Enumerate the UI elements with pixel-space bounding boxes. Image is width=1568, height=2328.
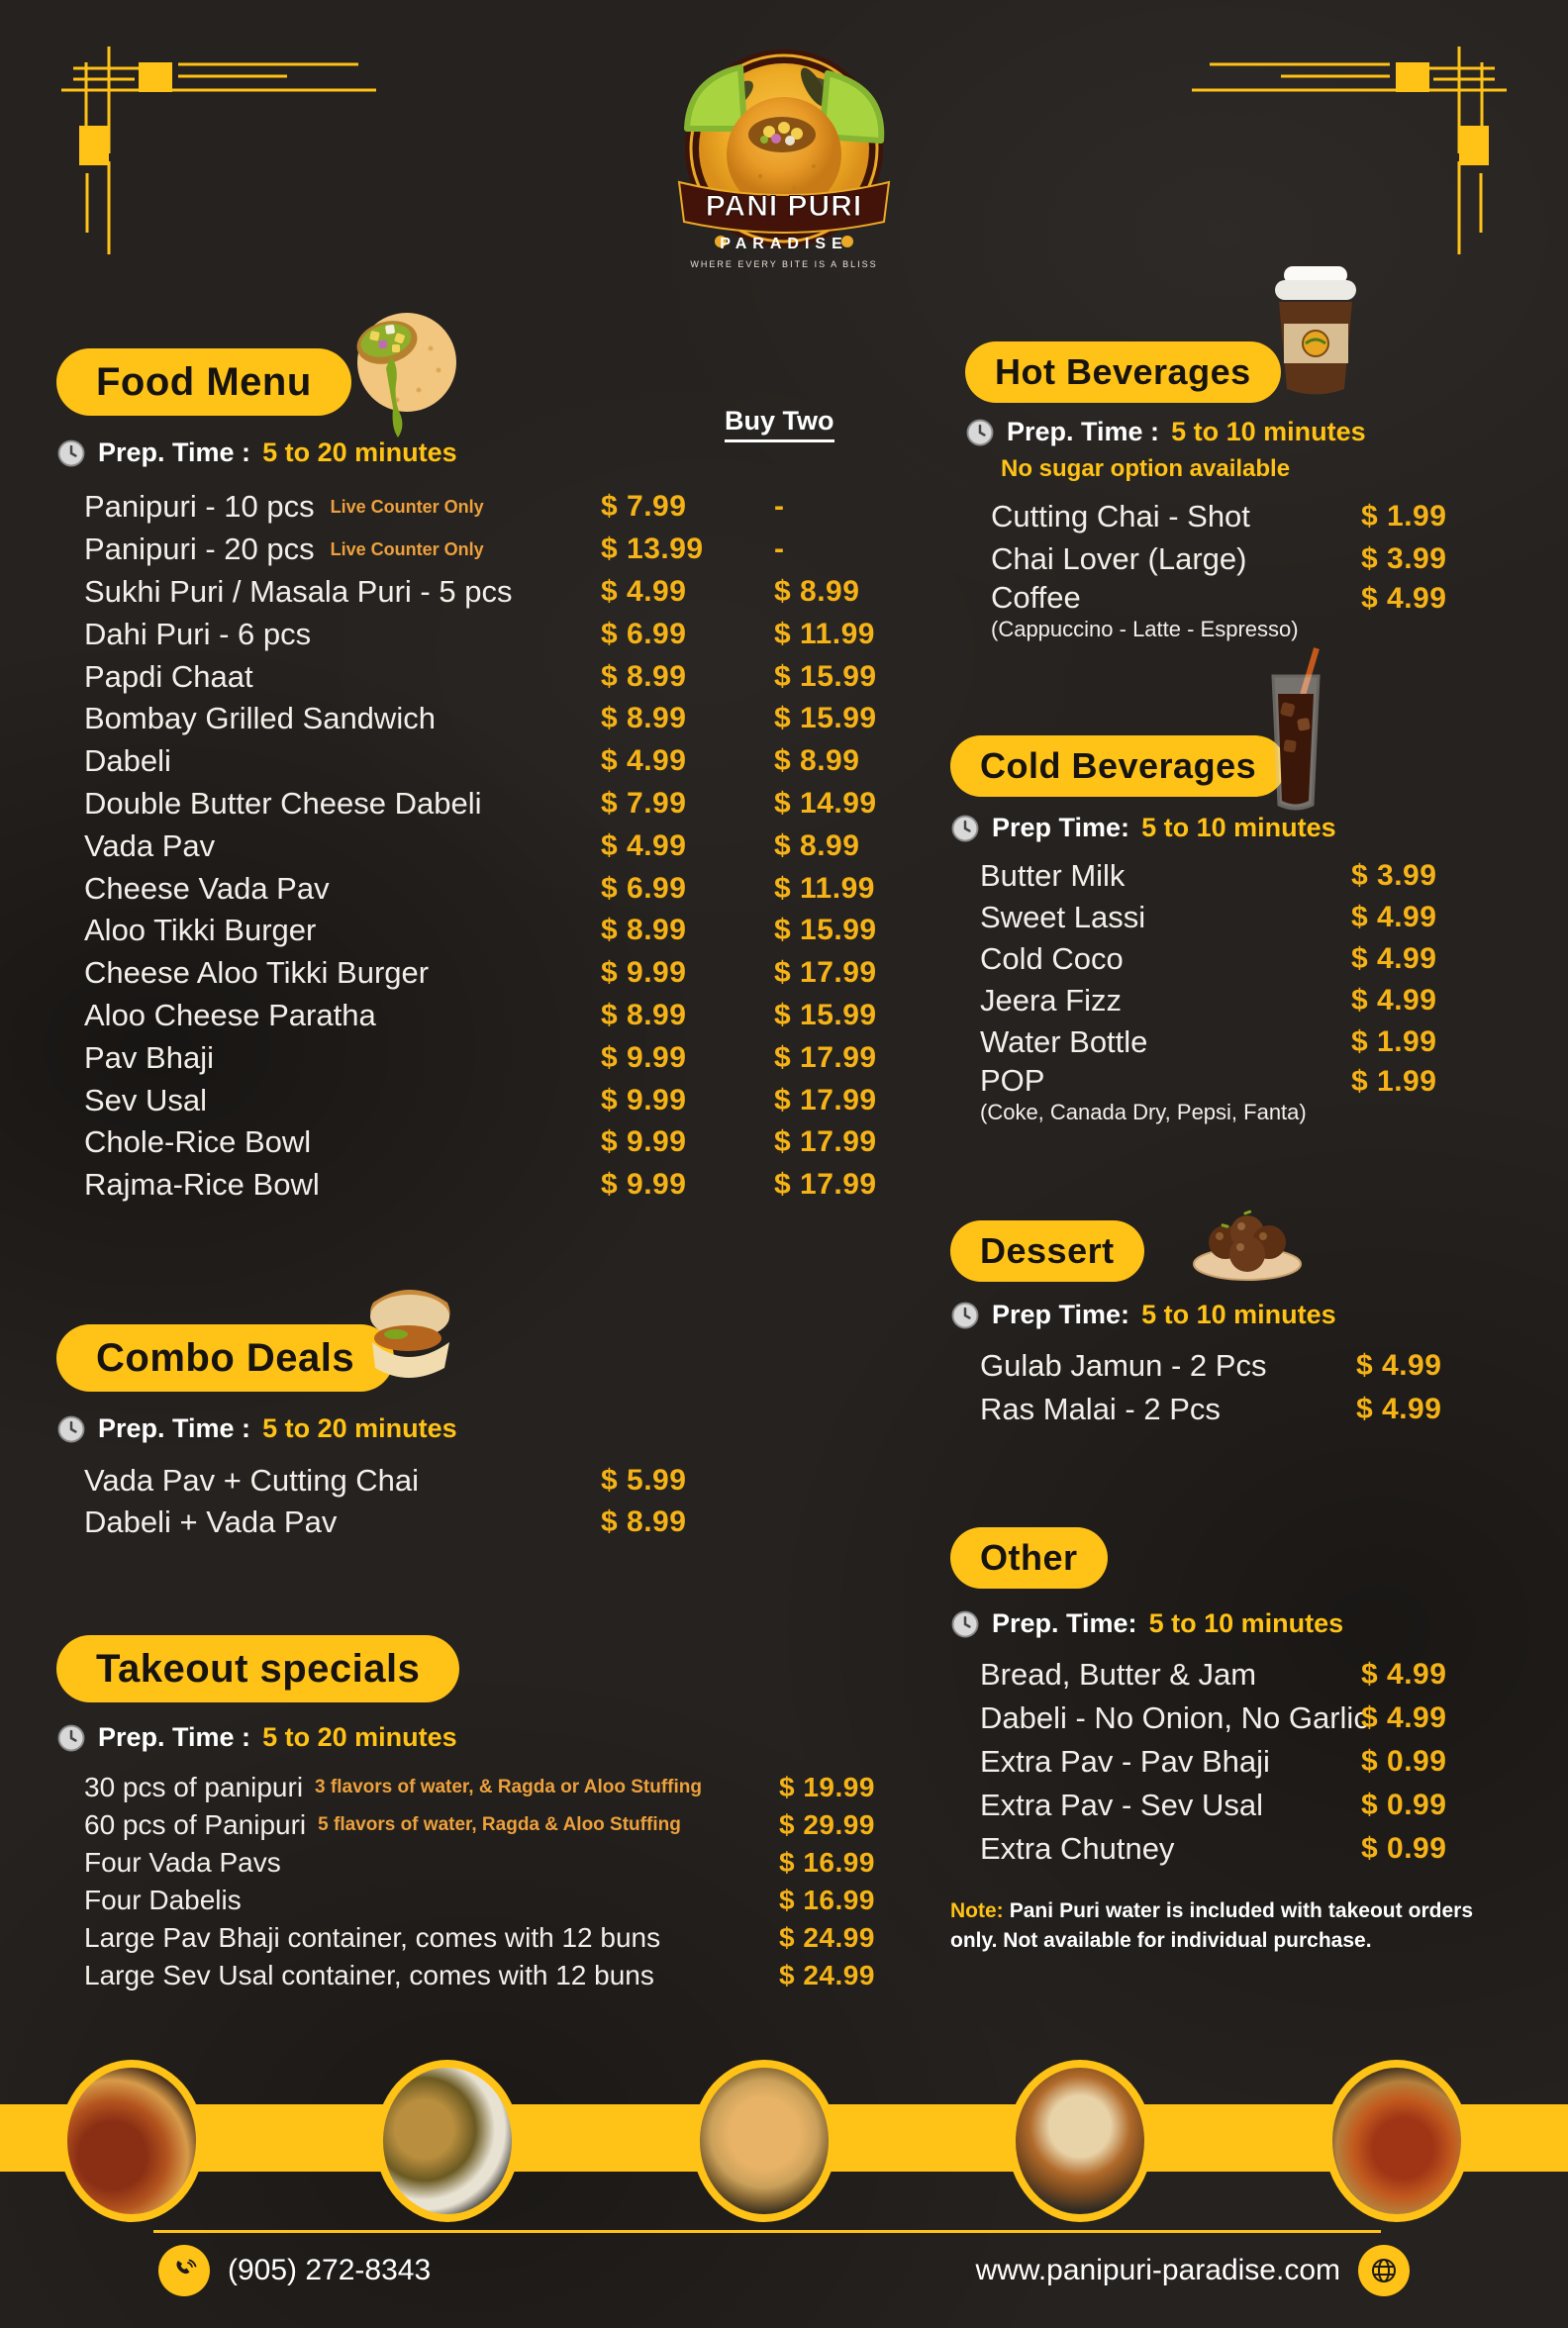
section-takeout-specials (56, 1635, 928, 1994)
clock-icon (56, 1723, 86, 1753)
item-variants: (Cappuccino - Latte - Espresso) (991, 617, 1299, 641)
footer-phone[interactable] (158, 2245, 431, 2296)
section-hot-beverages (965, 341, 1515, 642)
note-label: Note: (950, 1899, 1004, 1922)
item-price: $ 4.99 (1351, 984, 1437, 1017)
note-text: Pani Puri water is included with takeout orders only. Not available for individual purchase. (950, 1899, 1473, 1953)
clock-icon (965, 418, 995, 447)
menu-item-row (950, 938, 1515, 980)
item-price: $ 4.99 (1361, 1701, 1447, 1734)
item-price: $ 4.99 (601, 744, 687, 778)
item-name: Chole-Rice Bowl (84, 1124, 312, 1160)
prep-time-value: 5 to 10 minutes (1141, 813, 1336, 842)
item-name: Large Sev Usal container, comes with 12 buns (84, 1960, 654, 1990)
menu-item-row (965, 580, 1515, 642)
prep-time-label: Prep. Time : (1007, 417, 1160, 446)
section-dessert (950, 1220, 1515, 1431)
item-price: $ 9.99 (601, 1125, 687, 1159)
item-name: 30 pcs of panipuri (84, 1772, 304, 1802)
footer-website[interactable] (976, 2245, 1411, 2296)
prep-time (965, 417, 1515, 447)
menu-item-row (56, 783, 893, 825)
item-name: Cheese Vada Pav (84, 870, 330, 906)
section-title-pill: Dessert (950, 1220, 1144, 1282)
prep-time-value: 5 to 10 minutes (1148, 1608, 1344, 1638)
menu-item-row (950, 1697, 1519, 1740)
item-name: Vada Pav + Cutting Chai (84, 1463, 420, 1498)
food-photo-pav-bhaji (59, 2060, 204, 2222)
menu-item-row (56, 824, 893, 867)
prep-time (56, 1413, 893, 1444)
item-price: $ 9.99 (601, 1040, 687, 1074)
menu-item-row (56, 867, 893, 910)
gulab-jamun-illustration (1186, 1203, 1310, 1287)
item-price: $ 7.99 (601, 490, 687, 524)
item-price: $ 24.99 (779, 1960, 875, 1990)
prep-time-label: Prep. Time : (98, 437, 251, 467)
item-name: Panipuri - 20 pcs (84, 532, 315, 567)
item-price: $ 4.99 (601, 828, 687, 862)
item-name: Sev Usal (84, 1082, 208, 1117)
menu-item-row (56, 1957, 928, 1994)
brand-tagline: WHERE EVERY BITE IS A BLISS (690, 259, 878, 269)
menu-item-row (56, 529, 893, 571)
item-buy-two-price: $ 8.99 (774, 744, 860, 778)
item-name: Dabeli - No Onion, No Garlic (980, 1700, 1369, 1735)
item-name: Chai Lover (Large) (991, 540, 1247, 576)
dessert-items (950, 1344, 1515, 1431)
item-name: Four Vada Pavs (84, 1847, 281, 1878)
item-price: $ 1.99 (1351, 1025, 1437, 1058)
panipuri-illustration (342, 305, 470, 443)
item-name: Vada Pav (84, 827, 216, 863)
menu-item-row (56, 613, 893, 655)
menu-item-row (56, 1460, 893, 1502)
combo-items (56, 1460, 893, 1543)
item-note: Live Counter Only (330, 538, 484, 559)
buy-two-column-header: Buy Two (725, 406, 834, 442)
menu-item-row (56, 1769, 928, 1806)
food-photo-chole-rice (375, 2060, 520, 2222)
item-name: Large Pav Bhaji container, comes with 12 buns (84, 1922, 661, 1953)
menu-item-row (56, 486, 893, 529)
item-buy-two-price: $ 17.99 (774, 1168, 877, 1202)
corner-decoration-left (40, 35, 376, 257)
clock-icon (950, 1301, 980, 1330)
item-variants: (Coke, Canada Dry, Pepsi, Fanta) (980, 1100, 1307, 1124)
item-name: Aloo Cheese Paratha (84, 997, 376, 1032)
item-price: $ 5.99 (601, 1464, 687, 1497)
item-buy-two-price: $ 15.99 (774, 659, 877, 693)
coffee-cup-illustration (1262, 262, 1371, 411)
section-food-menu (56, 348, 893, 1207)
item-name: Butter Milk (980, 858, 1126, 893)
menu-item-row (950, 897, 1515, 938)
item-name: Double Butter Cheese Dabeli (84, 785, 482, 821)
menu-item-row (950, 1063, 1515, 1125)
lime-wedge-icon (687, 67, 744, 129)
prep-time (950, 813, 1515, 843)
prep-time (56, 1722, 928, 1753)
prep-time-label: Prep. Time : (98, 1413, 251, 1443)
item-price: $ 24.99 (779, 1922, 875, 1953)
menu-item-row (56, 1079, 893, 1121)
pav-illustration (348, 1275, 467, 1394)
menu-item-row (56, 1121, 893, 1164)
section-combo-deals (56, 1324, 893, 1543)
section-title-pill: Combo Deals (56, 1324, 394, 1392)
item-buy-two-price: $ 11.99 (774, 871, 875, 905)
menu-item-row (56, 910, 893, 952)
item-price: $ 0.99 (1361, 1832, 1447, 1865)
item-price: $ 1.99 (1361, 499, 1447, 533)
item-name: Papdi Chaat (84, 658, 253, 694)
menu-item-row (56, 1882, 928, 1919)
item-price: $ 6.99 (601, 871, 687, 905)
menu-item-row (965, 537, 1515, 580)
item-name: Extra Chutney (980, 1831, 1175, 1866)
website-url[interactable]: www.panipuri-paradise.com (975, 2254, 1340, 2286)
clock-icon (56, 1414, 86, 1444)
menu-item-row (950, 1653, 1519, 1697)
item-buy-two-price: $ 17.99 (774, 956, 877, 990)
item-note: 3 flavors of water, & Ragda or Aloo Stuffing (315, 1777, 702, 1797)
menu-item-row (56, 571, 893, 614)
menu-item-row (56, 1806, 928, 1844)
corner-decoration-right (1192, 35, 1528, 257)
prep-time-value: 5 to 10 minutes (1141, 1300, 1336, 1329)
item-name: Bread, Butter & Jam (980, 1657, 1257, 1692)
item-name: Dahi Puri - 6 pcs (84, 616, 312, 651)
menu-item-row (56, 698, 893, 740)
brand-logo (665, 38, 903, 287)
section-title-pill: Cold Beverages (950, 735, 1286, 797)
item-name: Gulab Jamun - 2 Pcs (980, 1348, 1267, 1383)
item-price: $ 19.99 (779, 1772, 875, 1802)
footer-divider (153, 2230, 1381, 2233)
item-name: Aloo Tikki Burger (84, 913, 317, 948)
takeout-water-note (950, 1896, 1473, 1957)
prep-time-label: Prep. Time: (992, 1608, 1137, 1638)
item-name: Cheese Aloo Tikki Burger (84, 955, 430, 991)
item-name: Extra Pav - Pav Bhaji (980, 1744, 1270, 1779)
item-name: Cold Coco (980, 941, 1124, 976)
menu-item-row (950, 855, 1515, 897)
prep-time-value: 5 to 10 minutes (1171, 417, 1366, 446)
menu-item-row (56, 995, 893, 1037)
cold-beverage-items (950, 855, 1515, 1125)
item-name: Sukhi Puri / Masala Puri - 5 pcs (84, 573, 513, 609)
item-buy-two-price: $ 8.99 (774, 574, 860, 608)
clock-icon (950, 1609, 980, 1639)
item-buy-two-price: $ 17.99 (774, 1040, 877, 1074)
item-name: Jeera Fizz (980, 983, 1122, 1018)
clock-icon (56, 438, 86, 468)
food-photo-panipuri-platter (692, 2060, 836, 2222)
item-price: $ 8.99 (601, 659, 687, 693)
prep-time (950, 1608, 1519, 1639)
prep-time-label: Prep. Time : (98, 1722, 251, 1752)
item-price: $ 6.99 (601, 617, 687, 650)
item-price: $ 3.99 (1351, 859, 1437, 892)
cola-glass-illustration (1255, 644, 1339, 823)
section-cold-beverages (950, 735, 1515, 1125)
menu-item-row (950, 1344, 1515, 1388)
item-price: $ 4.99 (1351, 901, 1437, 933)
menu-item-row (56, 1164, 893, 1207)
menu-item-row (965, 495, 1515, 537)
item-price: $ 8.99 (601, 914, 687, 947)
item-name: Pav Bhaji (84, 1039, 214, 1075)
section-title-pill: Food Menu (56, 348, 351, 416)
food-menu-items (56, 486, 893, 1207)
menu-item-row (56, 1502, 893, 1543)
item-buy-two-price: $ 17.99 (774, 1125, 877, 1159)
item-price: $ 0.99 (1361, 1789, 1447, 1821)
item-price: $ 9.99 (601, 1083, 687, 1116)
phone-number[interactable]: (905) 272-8343 (228, 2254, 432, 2286)
food-photo-dabeli (1008, 2060, 1152, 2222)
item-name: 60 pcs of Panipuri (84, 1809, 307, 1840)
item-name: Dabeli + Vada Pav (84, 1504, 338, 1539)
item-name: POP (980, 1063, 1045, 1098)
menu-item-row (56, 655, 893, 698)
brand-subname: PARADISE (720, 236, 848, 252)
globe-icon (1358, 2245, 1410, 2296)
menu-item-row (950, 1740, 1519, 1784)
item-price: $ 3.99 (1361, 541, 1447, 575)
item-name: Water Bottle (980, 1024, 1148, 1059)
menu-item-row (56, 1036, 893, 1079)
item-price: $ 8.99 (601, 998, 687, 1031)
section-title-pill: Hot Beverages (965, 341, 1281, 403)
item-name: Ras Malai - 2 Pcs (980, 1392, 1221, 1426)
menu-item-row (950, 1784, 1519, 1827)
item-price: $ 29.99 (779, 1809, 875, 1840)
phone-icon (158, 2245, 210, 2296)
food-photo-pav-bhaji-bowl (1324, 2060, 1469, 2222)
item-price: $ 4.99 (1361, 1658, 1447, 1691)
menu-item-row (950, 1827, 1519, 1871)
item-price: $ 4.99 (1361, 582, 1447, 615)
item-price: $ 8.99 (601, 702, 687, 735)
menu-item-row (950, 1388, 1515, 1431)
prep-time-label: Prep Time: (992, 813, 1130, 842)
item-buy-two-price: $ 15.99 (774, 702, 877, 735)
prep-time-value: 5 to 20 minutes (262, 437, 457, 467)
item-price: $ 0.99 (1361, 1745, 1447, 1778)
item-price: $ 9.99 (601, 1168, 687, 1202)
item-note: 5 flavors of water, Ragda & Aloo Stuffing (318, 1814, 681, 1835)
item-name: Extra Pav - Sev Usal (980, 1788, 1263, 1822)
item-price: $ 1.99 (1351, 1065, 1437, 1098)
item-name: Dabeli (84, 743, 171, 779)
clock-icon (950, 814, 980, 843)
hot-beverage-items (965, 495, 1515, 642)
item-price: $ 13.99 (601, 533, 704, 566)
item-name: Bombay Grilled Sandwich (84, 701, 436, 736)
item-buy-two-price: $ 15.99 (774, 998, 877, 1031)
brand-name: PANI PURI (705, 190, 863, 223)
menu-item-row (950, 1021, 1515, 1063)
prep-time (950, 1300, 1515, 1330)
menu-item-row (950, 980, 1515, 1021)
item-price: $ 4.99 (1356, 1349, 1442, 1382)
item-price: $ 9.99 (601, 956, 687, 990)
item-name: Rajma-Rice Bowl (84, 1167, 320, 1203)
prep-time-label: Prep Time: (992, 1300, 1130, 1329)
menu-item-row (56, 1919, 928, 1957)
section-title-pill: Other (950, 1527, 1108, 1589)
item-note: Live Counter Only (330, 496, 484, 517)
item-name: Four Dabelis (84, 1885, 242, 1915)
item-buy-two-price: $ 8.99 (774, 828, 860, 862)
item-price: $ 8.99 (601, 1505, 687, 1538)
item-buy-two-price: - (774, 490, 785, 524)
menu-item-row (56, 740, 893, 783)
item-buy-two-price: $ 14.99 (774, 786, 877, 820)
section-other (950, 1527, 1519, 1957)
item-price: $ 4.99 (601, 574, 687, 608)
item-name: Cutting Chai - Shot (991, 498, 1250, 534)
item-price: $ 16.99 (779, 1847, 875, 1878)
item-name: Sweet Lassi (980, 900, 1146, 934)
item-price: $ 7.99 (601, 786, 687, 820)
item-buy-two-price: - (774, 533, 785, 566)
section-title-pill: Takeout specials (56, 1635, 459, 1702)
other-items (950, 1653, 1519, 1871)
prep-time-value: 5 to 20 minutes (262, 1722, 457, 1752)
menu-item-row (56, 952, 893, 995)
item-buy-two-price: $ 17.99 (774, 1083, 877, 1116)
item-price: $ 4.99 (1356, 1393, 1442, 1425)
item-name: Panipuri - 10 pcs (84, 489, 315, 525)
item-buy-two-price: $ 15.99 (774, 914, 877, 947)
item-buy-two-price: $ 11.99 (774, 617, 875, 650)
takeout-items (56, 1769, 928, 1994)
prep-time-value: 5 to 20 minutes (262, 1413, 457, 1443)
item-price: $ 16.99 (779, 1885, 875, 1915)
item-name: Coffee (991, 580, 1081, 615)
no-sugar-note: No sugar option available (1001, 455, 1291, 482)
item-price: $ 4.99 (1351, 942, 1437, 975)
menu-item-row (56, 1844, 928, 1882)
